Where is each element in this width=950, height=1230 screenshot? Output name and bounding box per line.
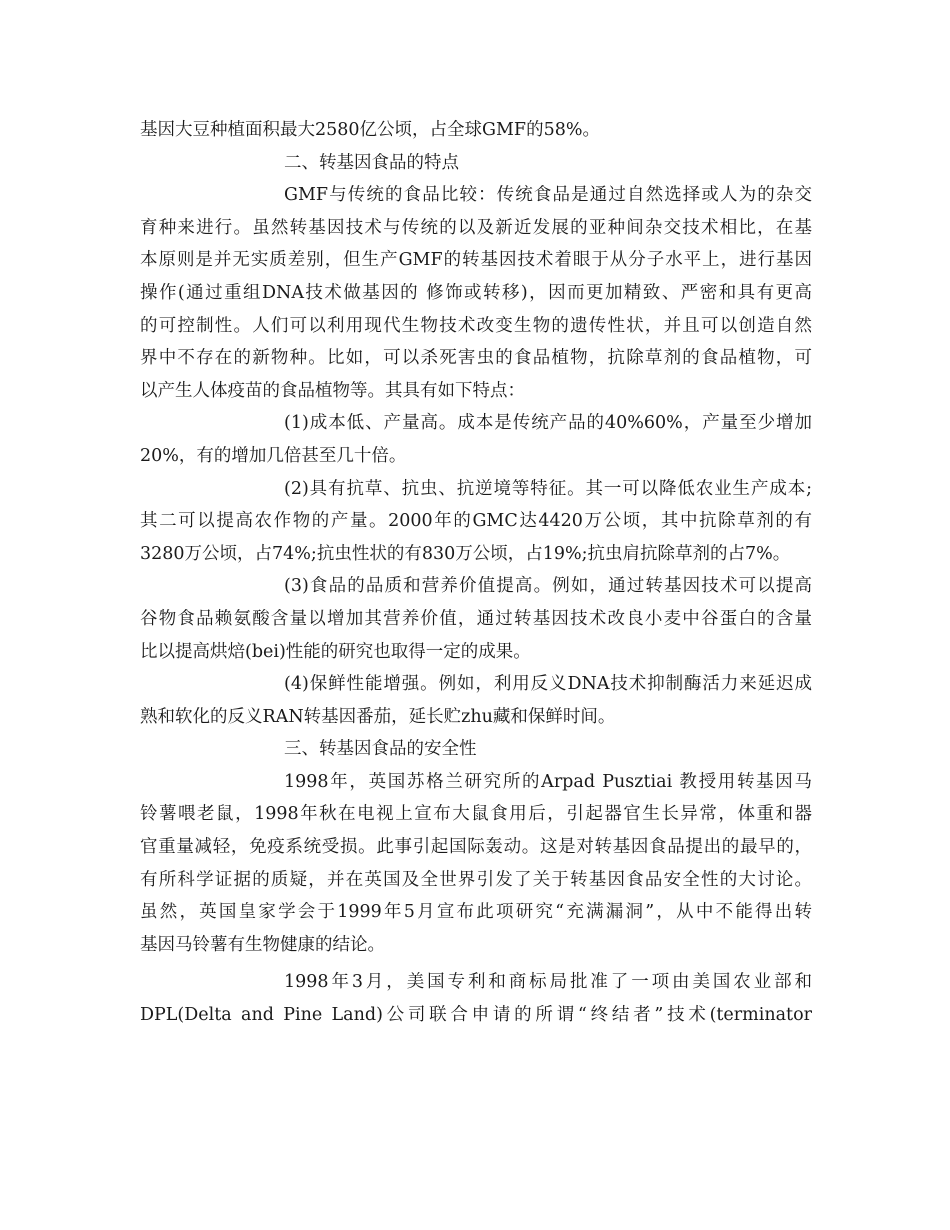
text-line: 熟和软化的反义RAN转基因番茄，延长贮zhu藏和保鲜时间。 [140,706,616,727]
text-line: 基因大豆种植面积最大2580亿公顷，占全球GMF的58%。 [140,120,600,140]
text-line: (3)食品的品质和营养价值提高。例如，通过转基因技术可以提高 [284,576,812,597]
text-line: 1998年3月，美国专利和商标局批准了一项由美国农业部和 [284,972,812,993]
text-line: 二、转基因食品的特点 [284,152,459,173]
text-line: 三、转基因食品的安全性 [284,739,477,760]
text-line: (4)保鲜性能增强。例如，利用反义DNA技术抑制酶活力来延迟成 [284,674,812,695]
text-line: 铃薯喂老鼠，1998年秋在电视上宣布大鼠食用后，引起器官生长异常，体重和器 [140,804,812,825]
text-line: 3280万公顷，占74%;抗虫性状的有830万公顷，占19%;抗虫肩抗除草剂的占7%。 [140,543,791,564]
text-line: 其二可以提高农作物的产量。2000年的GMC达4420万公顷，其中抗除草剂的有 [140,511,812,532]
document-body [140,114,812,1032]
text-line: 的可控制性。人们可以利用现代生物技术改变生物的遗传性状，并且可以创造自然 [140,315,812,336]
text-line: 基因马铃薯有生物健康的结论。 [140,934,385,955]
text-line: 20%，有的增加几倍甚至几十倍。 [140,445,407,466]
text-line: 育种来进行。虽然转基因技术与传统的以及新近发展的亚种间杂交技术相比，在基 [140,217,812,238]
text-line: 官重量减轻，免疫系统受损。此事引起国际轰动。这是对转基因食品提出的最早的， [140,837,812,858]
text-line: 操作(通过重组DNA技术做基因的 修饰或转移)，因而更加精致、严密和具有更高 [140,282,812,303]
text-line: (2)具有抗草、抗虫、抗逆境等特征。其一可以降低农业生产成本; [284,478,812,499]
text-line: DPL(Delta and Pine Land)公司联合申请的所谓“终结者”技术(terminator [140,1005,812,1026]
text-line: 本原则是并无实质差别，但生产GMF的转基因技术着眼于从分子水平上，进行基因 [140,250,812,271]
text-line: (1)成本低、产量高。成本是传统产品的40%60%，产量至少增加 [284,413,812,434]
text-line: 以产生人体疫苗的食品植物等。其具有如下特点： [140,380,525,401]
text-line: 比以提高烘焙(bei)性能的研究也取得一定的成果。 [140,641,531,662]
text-line: 虽然，英国皇家学会于1999年5月宣布此项研究“充满漏洞”，从中不能得出转 [140,902,812,923]
text-line: 界中不存在的新物种。比如，可以杀死害虫的食品植物，抗除草剂的食品植物，可 [140,348,812,369]
text-line: GMF与传统的食品比较：传统食品是通过自然选择或人为的杂交 [284,185,812,206]
text-line: 有所科学证据的质疑，并在英国及全世界引发了关于转基因食品安全性的大讨论。 [140,869,812,890]
text-line: 谷物食品赖氨酸含量以增加其营养价值，通过转基因技术改良小麦中谷蛋白的含量 [140,608,812,629]
text-line: 1998年，英国苏格兰研究所的Arpad Pusztiai 教授用转基因马 [284,771,812,792]
